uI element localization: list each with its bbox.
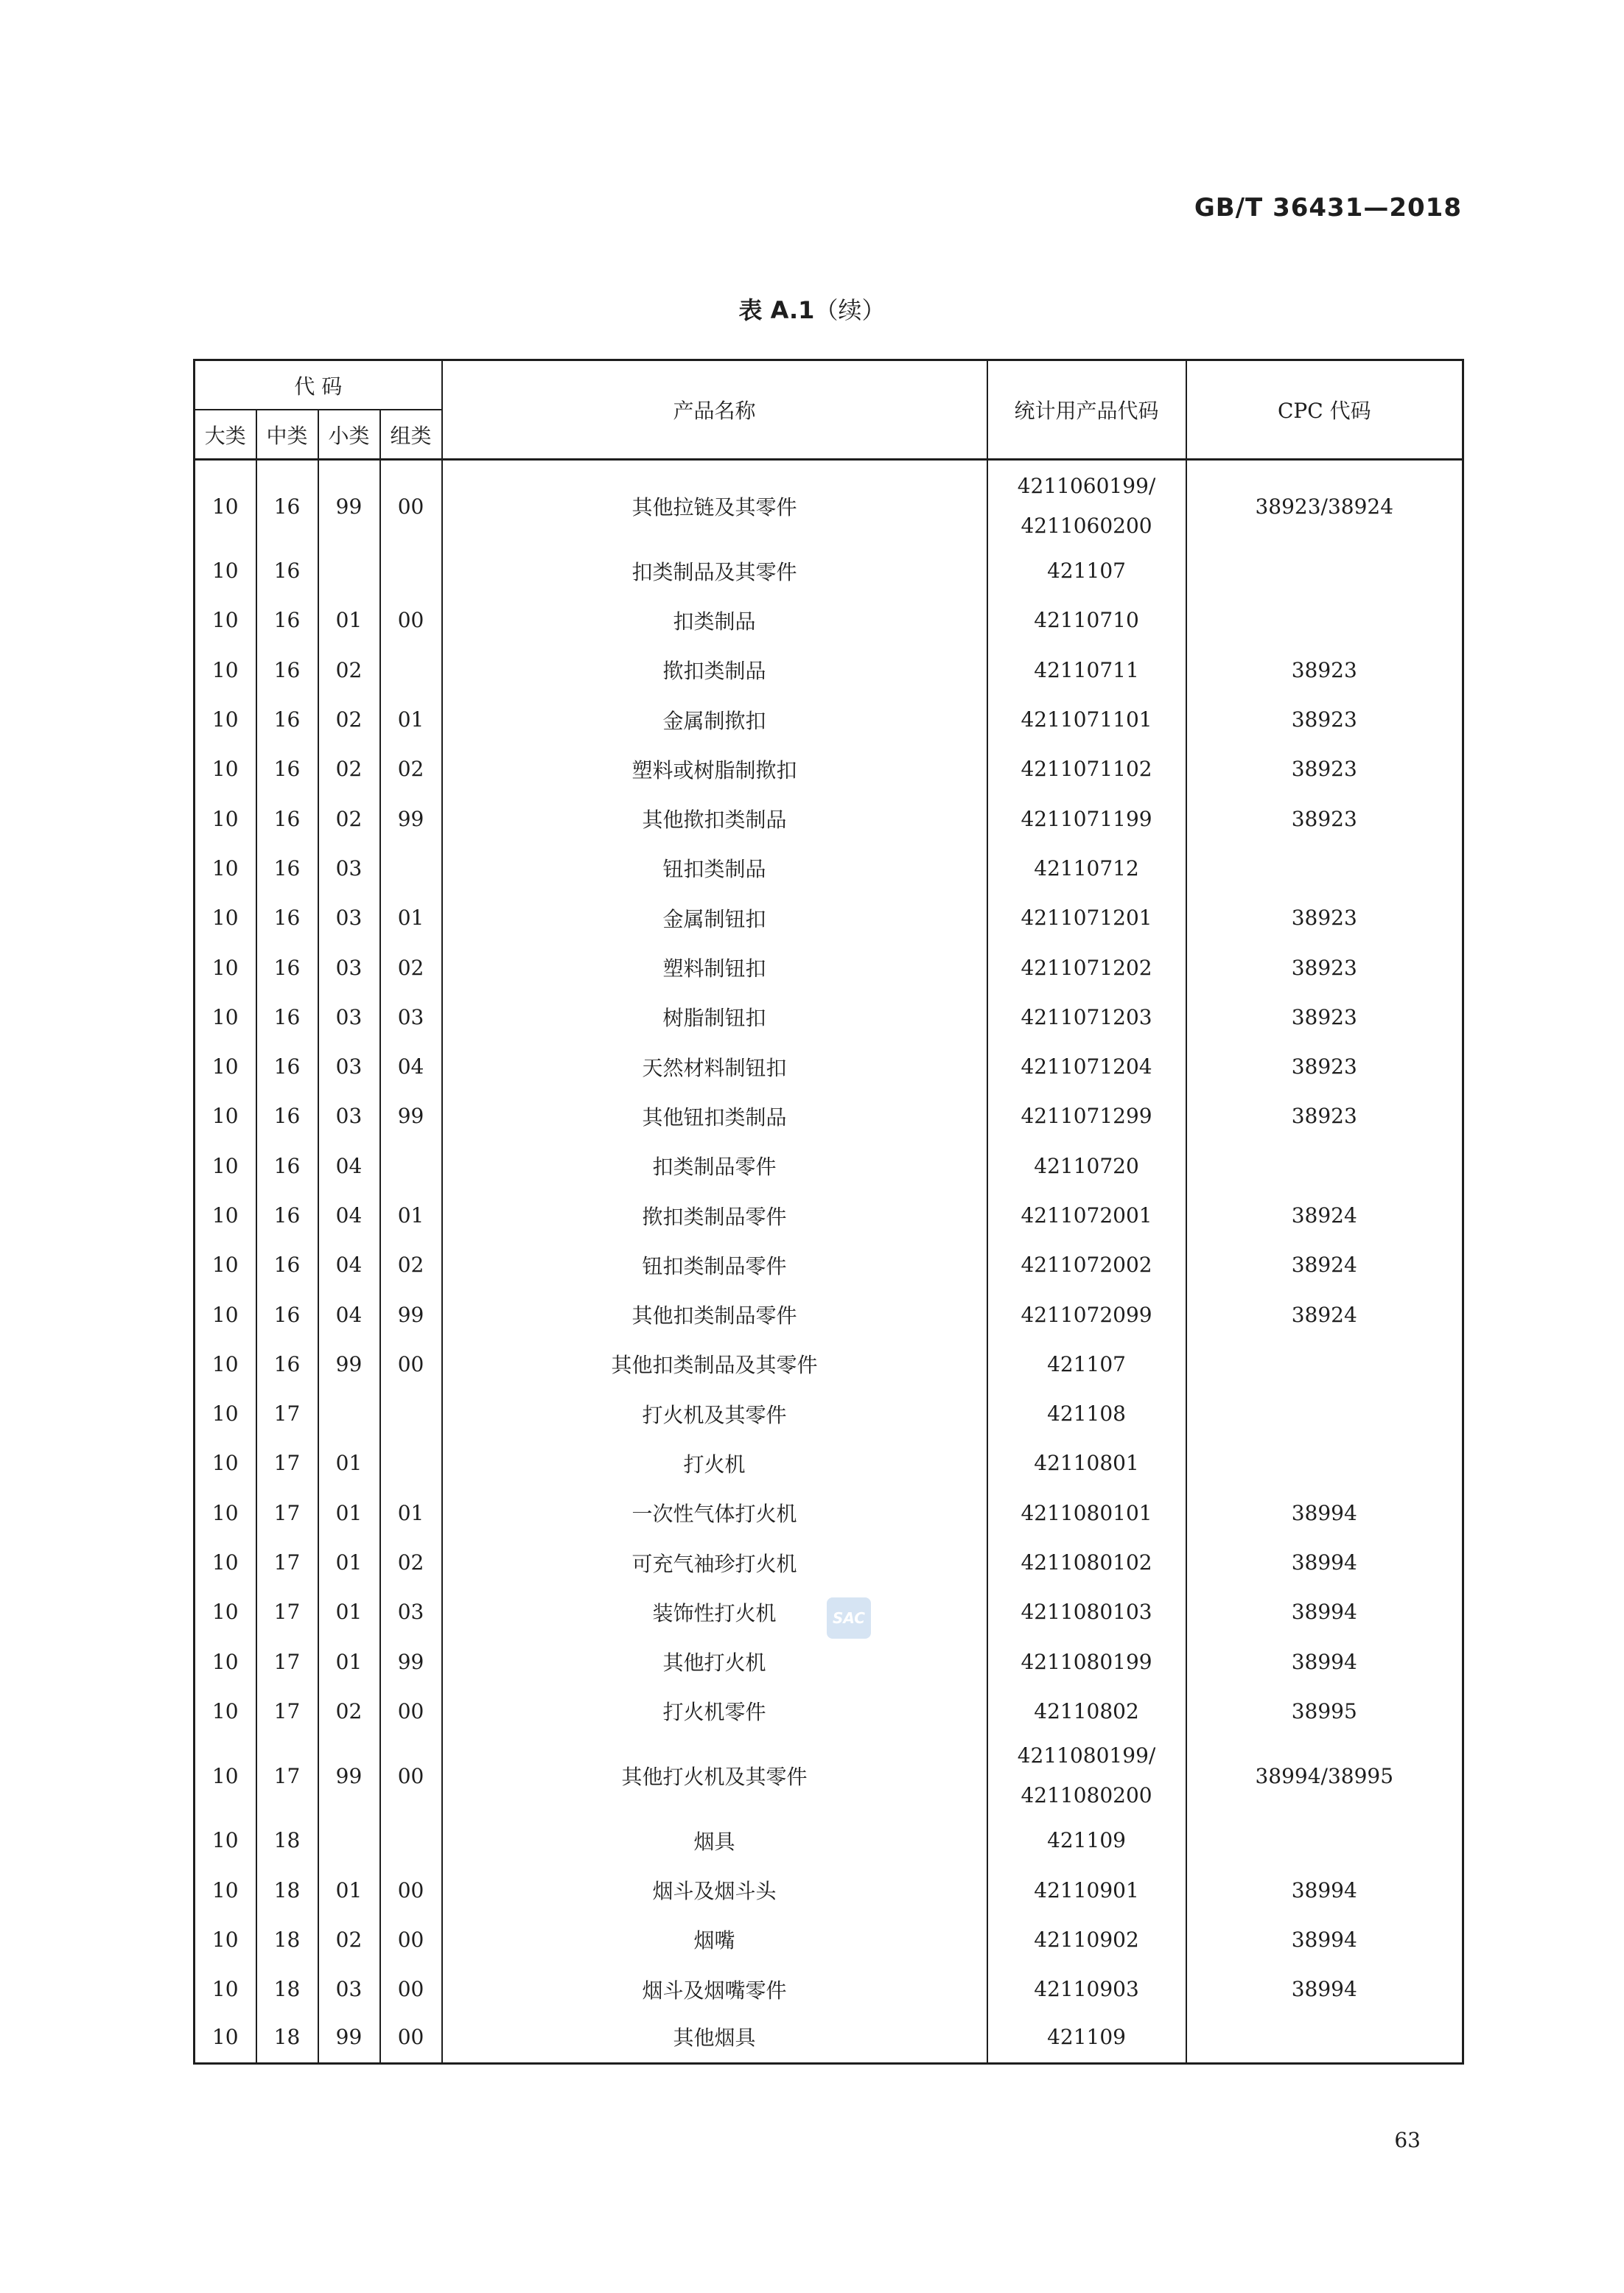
product-name-cell: 钮扣类制品零件 xyxy=(442,1240,987,1289)
cpc-code-cell: 38924 xyxy=(1186,1240,1463,1289)
table-row xyxy=(195,1488,1463,1538)
group-class-cell xyxy=(380,1141,442,1191)
table-row xyxy=(195,645,1463,695)
major-class-cell: 10 xyxy=(211,1927,239,1952)
table-row xyxy=(195,1340,1463,1389)
cpc-code-cell: 38924 xyxy=(1186,1191,1463,1240)
group-class-cell: 03 xyxy=(380,993,442,1042)
table-row xyxy=(195,1042,1463,1091)
cpc-code-cell: 38994 xyxy=(1186,1865,1463,1914)
group-class-cell: 01 xyxy=(380,1191,442,1240)
stat-code-cell: 4211080101 xyxy=(987,1488,1186,1538)
cpc-code-cell: 38995 xyxy=(1186,1687,1463,1736)
middle-class-cell: 17 xyxy=(256,1587,318,1636)
cpc-code-cell: 38923 xyxy=(1186,1042,1463,1091)
middle-class-cell: 16 xyxy=(256,794,318,843)
product-name-cell: 金属制钮扣 xyxy=(442,893,987,942)
table-row xyxy=(195,1438,1463,1488)
middle-class-cell: 16 xyxy=(256,595,318,645)
group-class-cell: 00 xyxy=(380,1964,442,2014)
major-class-cell: 10 xyxy=(211,1877,239,1902)
major-class-cell: 10 xyxy=(211,855,239,881)
cpc-code-cell xyxy=(1186,1141,1463,1191)
stat-code-cell: 4211080199 xyxy=(987,1637,1186,1687)
cpc-code-header: CPC 代码 xyxy=(1186,360,1463,460)
middle-class-cell: 16 xyxy=(256,1340,318,1389)
minor-class-cell: 02 xyxy=(318,695,380,744)
product-name-header: 产品名称 xyxy=(442,360,987,460)
stat-code-cell: 42110802 xyxy=(987,1687,1186,1736)
middle-class-cell: 17 xyxy=(256,1736,318,1816)
major-class-cell: 10 xyxy=(211,906,239,931)
product-name-cell: 可充气袖珍打火机 xyxy=(442,1538,987,1587)
cpc-code-cell xyxy=(1186,546,1463,595)
minor-class-cell: 99 xyxy=(318,1736,380,1816)
sac-watermark: SAC xyxy=(827,1597,871,1639)
major-class-cell: 10 xyxy=(211,1550,239,1575)
table-row xyxy=(195,1389,1463,1438)
group-class-cell: 00 xyxy=(380,2014,442,2063)
product-name-cell: 烟斗及烟嘴零件 xyxy=(442,1964,987,2014)
middle-class-cell: 17 xyxy=(256,1687,318,1736)
cpc-code-cell xyxy=(1186,844,1463,893)
minor-class-cell xyxy=(318,1816,380,1865)
stat-code-cell: 42110711 xyxy=(987,645,1186,695)
product-name-cell: 钮扣类制品 xyxy=(442,844,987,893)
stat-code-cell: 421109 xyxy=(987,2014,1186,2063)
minor-class-cell: 01 xyxy=(318,595,380,645)
stat-code-line: 4211080200 xyxy=(1021,1783,1152,1808)
table-row xyxy=(195,1687,1463,1736)
table-row xyxy=(195,1141,1463,1191)
stat-code-cell: 421108 xyxy=(987,1389,1186,1438)
table-row xyxy=(195,1915,1463,1964)
product-name-cell: 揿扣类制品 xyxy=(442,645,987,695)
product-name-cell: 烟具 xyxy=(442,1816,987,1865)
major-class-cell: 10 xyxy=(211,1698,239,1723)
cpc-code-cell: 38994 xyxy=(1186,1587,1463,1636)
minor-class-cell: 02 xyxy=(318,645,380,695)
stat-code-cell: 4211072099 xyxy=(987,1289,1186,1339)
major-class-cell: 10 xyxy=(211,1302,239,1327)
minor-class-cell: 01 xyxy=(318,1538,380,1587)
table-row xyxy=(195,844,1463,893)
cpc-code-cell: 38924 xyxy=(1186,1289,1463,1339)
page-number: 63 xyxy=(1394,2128,1421,2152)
group-class-cell: 01 xyxy=(380,893,442,942)
middle-class-cell: 16 xyxy=(256,893,318,942)
cpc-code-cell: 38923 xyxy=(1186,993,1463,1042)
minor-class-cell: 03 xyxy=(318,993,380,1042)
minor-class-cell xyxy=(318,1389,380,1438)
product-name-cell: 其他烟具 xyxy=(442,2014,987,2063)
minor-class-cell: 02 xyxy=(318,1687,380,1736)
table-row xyxy=(195,993,1463,1042)
table-row xyxy=(195,1091,1463,1141)
middle-class-cell: 18 xyxy=(256,1865,318,1914)
stat-code-cell: 42110801 xyxy=(987,1438,1186,1488)
major-class-cell: 10 xyxy=(211,1600,239,1625)
major-class-cell: 10 xyxy=(211,608,239,633)
group-class-cell xyxy=(380,1389,442,1438)
minor-class-cell: 04 xyxy=(318,1191,380,1240)
product-name-cell: 金属制揿扣 xyxy=(442,695,987,744)
major-class-cell: 10 xyxy=(211,1054,239,1079)
major-class-cell: 10 xyxy=(211,559,239,584)
cpc-code-cell xyxy=(1186,2014,1463,2063)
group-class-cell xyxy=(380,1438,442,1488)
stat-code-cell: 4211072001 xyxy=(987,1191,1186,1240)
product-name-cell: 其他揿扣类制品 xyxy=(442,794,987,843)
middle-class-cell: 16 xyxy=(256,695,318,744)
minor-class-cell: 99 xyxy=(318,460,380,547)
table-row xyxy=(195,460,1463,547)
minor-class-cell: 03 xyxy=(318,1091,380,1141)
group-class-cell: 01 xyxy=(380,1488,442,1538)
product-name-cell: 揿扣类制品零件 xyxy=(442,1191,987,1240)
major-class-cell: 10 xyxy=(211,1977,239,2002)
product-name-cell: 其他拉链及其零件 xyxy=(442,460,987,547)
major-class-cell: 10 xyxy=(211,1763,239,1788)
minor-class-header: 小类 xyxy=(318,410,380,460)
code-group-header: 代 码 xyxy=(195,360,442,410)
product-name-cell: 扣类制品零件 xyxy=(442,1141,987,1191)
product-name-cell: 塑料或树脂制揿扣 xyxy=(442,744,987,794)
cpc-code-cell xyxy=(1186,1340,1463,1389)
table-row xyxy=(195,1736,1463,1816)
table-row xyxy=(195,744,1463,794)
stat-code-cell: 42110712 xyxy=(987,844,1186,893)
stat-code-cell: 4211071102 xyxy=(987,744,1186,794)
group-class-cell: 00 xyxy=(380,595,442,645)
middle-class-cell: 16 xyxy=(256,1042,318,1091)
cpc-code-cell: 38923/38924 xyxy=(1186,460,1463,547)
cpc-code-cell: 38994 xyxy=(1186,1964,1463,2014)
cpc-code-cell xyxy=(1186,1816,1463,1865)
stat-code-cell: 4211080103 xyxy=(987,1587,1186,1636)
major-class-cell: 10 xyxy=(211,657,239,682)
group-class-cell xyxy=(380,844,442,893)
major-class-cell: 10 xyxy=(211,1828,239,1853)
stat-code-cell xyxy=(987,1736,1186,1816)
major-class-cell: 10 xyxy=(211,1500,239,1525)
table-row xyxy=(195,794,1463,843)
minor-class-cell xyxy=(318,546,380,595)
cpc-code-cell: 38923 xyxy=(1186,794,1463,843)
group-class-cell: 00 xyxy=(380,1687,442,1736)
minor-class-cell: 02 xyxy=(318,1915,380,1964)
cpc-code-cell: 38923 xyxy=(1186,695,1463,744)
group-class-cell: 00 xyxy=(380,1736,442,1816)
minor-class-cell: 03 xyxy=(318,1042,380,1091)
major-class-cell: 10 xyxy=(211,1401,239,1426)
minor-class-cell: 01 xyxy=(318,1587,380,1636)
product-name-cell: 一次性气体打火机 xyxy=(442,1488,987,1538)
stat-code-cell: 421107 xyxy=(987,1340,1186,1389)
middle-class-header: 中类 xyxy=(256,410,318,460)
major-class-cell: 10 xyxy=(211,1451,239,1476)
middle-class-cell: 18 xyxy=(256,1816,318,1865)
minor-class-cell: 03 xyxy=(318,1964,380,2014)
minor-class-cell: 01 xyxy=(318,1488,380,1538)
cpc-code-cell: 38994 xyxy=(1186,1637,1463,1687)
major-class-cell: 10 xyxy=(211,757,239,782)
major-class-cell: 10 xyxy=(211,1649,239,1674)
table-row xyxy=(195,1538,1463,1587)
product-name-cell: 烟嘴 xyxy=(442,1915,987,1964)
stat-code-cell: 4211071204 xyxy=(987,1042,1186,1091)
stat-code-cell: 4211071201 xyxy=(987,893,1186,942)
group-class-cell: 99 xyxy=(380,1289,442,1339)
stat-code-cell: 4211072002 xyxy=(987,1240,1186,1289)
cpc-code-cell: 38923 xyxy=(1186,744,1463,794)
classification-table xyxy=(193,359,1464,2065)
minor-class-cell: 02 xyxy=(318,794,380,843)
standard-number: GB/T 36431—2018 xyxy=(1194,193,1462,223)
major-class-cell: 10 xyxy=(211,1153,239,1178)
group-class-cell: 02 xyxy=(380,1240,442,1289)
product-name-cell: 扣类制品 xyxy=(442,595,987,645)
group-class-cell: 99 xyxy=(380,1091,442,1141)
cpc-code-cell xyxy=(1186,595,1463,645)
product-name-cell: 其他打火机及其零件 xyxy=(442,1736,987,1816)
stat-code-cell: 4211071199 xyxy=(987,794,1186,843)
group-class-cell: 99 xyxy=(380,1637,442,1687)
middle-class-cell: 17 xyxy=(256,1488,318,1538)
minor-class-cell: 99 xyxy=(318,2014,380,2063)
group-class-cell: 02 xyxy=(380,744,442,794)
stat-code-cell: 4211080102 xyxy=(987,1538,1186,1587)
group-class-cell: 02 xyxy=(380,942,442,992)
table-row xyxy=(195,1964,1463,2014)
product-name-cell: 打火机零件 xyxy=(442,1687,987,1736)
table-row xyxy=(195,1865,1463,1914)
cpc-code-cell: 38994/38995 xyxy=(1186,1736,1463,1816)
middle-class-cell: 16 xyxy=(256,942,318,992)
product-name-cell: 打火机及其零件 xyxy=(442,1389,987,1438)
minor-class-cell: 03 xyxy=(318,893,380,942)
minor-class-cell: 01 xyxy=(318,1637,380,1687)
minor-class-cell: 04 xyxy=(318,1141,380,1191)
major-class-cell: 10 xyxy=(211,2024,239,2049)
table-row xyxy=(195,1289,1463,1339)
stat-code-cell: 4211071101 xyxy=(987,695,1186,744)
group-class-cell: 04 xyxy=(380,1042,442,1091)
major-class-cell: 10 xyxy=(211,494,239,519)
product-name-cell: 装饰性打火机 xyxy=(442,1587,987,1636)
table-row xyxy=(195,1816,1463,1865)
stat-code-cell xyxy=(987,460,1186,547)
minor-class-cell: 02 xyxy=(318,744,380,794)
stat-code-cell: 4211071203 xyxy=(987,993,1186,1042)
cpc-code-cell: 38994 xyxy=(1186,1488,1463,1538)
group-class-cell: 02 xyxy=(380,1538,442,1587)
middle-class-cell: 17 xyxy=(256,1438,318,1488)
minor-class-cell: 04 xyxy=(318,1240,380,1289)
major-class-cell: 10 xyxy=(211,1351,239,1376)
cpc-code-cell: 38923 xyxy=(1186,893,1463,942)
middle-class-cell: 16 xyxy=(256,645,318,695)
product-name-cell: 其他扣类制品及其零件 xyxy=(442,1340,987,1389)
major-class-header: 大类 xyxy=(195,410,256,460)
middle-class-cell: 16 xyxy=(256,460,318,547)
table-row xyxy=(195,942,1463,992)
cpc-code-cell: 38923 xyxy=(1186,645,1463,695)
stat-code-cell: 421107 xyxy=(987,546,1186,595)
middle-class-cell: 18 xyxy=(256,2014,318,2063)
table-row xyxy=(195,1240,1463,1289)
cpc-code-cell xyxy=(1186,1438,1463,1488)
table-row xyxy=(195,893,1463,942)
product-name-cell: 烟斗及烟斗头 xyxy=(442,1865,987,1914)
stat-code-cell: 42110902 xyxy=(987,1915,1186,1964)
table-row xyxy=(195,595,1463,645)
cpc-code-cell xyxy=(1186,1389,1463,1438)
stat-code-cell: 42110901 xyxy=(987,1865,1186,1914)
stat-code-header: 统计用产品代码 xyxy=(987,360,1186,460)
middle-class-cell: 16 xyxy=(256,546,318,595)
table-row xyxy=(195,1637,1463,1687)
product-name-cell: 其他扣类制品零件 xyxy=(442,1289,987,1339)
table-title xyxy=(0,292,1624,326)
group-class-header: 组类 xyxy=(380,410,442,460)
stat-code-line: 4211060200 xyxy=(1021,514,1152,538)
stat-code-cell: 42110903 xyxy=(987,1964,1186,2014)
minor-class-cell: 03 xyxy=(318,844,380,893)
minor-class-cell: 01 xyxy=(318,1438,380,1488)
middle-class-cell: 17 xyxy=(256,1389,318,1438)
middle-class-cell: 16 xyxy=(256,993,318,1042)
middle-class-cell: 16 xyxy=(256,1191,318,1240)
major-class-cell: 10 xyxy=(211,707,239,732)
major-class-cell: 10 xyxy=(211,1203,239,1228)
product-name-cell: 塑料制钮扣 xyxy=(442,942,987,992)
middle-class-cell: 18 xyxy=(256,1964,318,2014)
major-class-cell: 10 xyxy=(211,1253,239,1278)
product-name-cell: 扣类制品及其零件 xyxy=(442,546,987,595)
minor-class-cell: 04 xyxy=(318,1289,380,1339)
group-class-cell: 00 xyxy=(380,460,442,547)
group-class-cell: 00 xyxy=(380,1340,442,1389)
group-class-cell: 00 xyxy=(380,1915,442,1964)
table-body xyxy=(195,460,1463,2064)
stat-code-cell: 4211071299 xyxy=(987,1091,1186,1141)
table-header xyxy=(195,360,1463,460)
cpc-code-cell: 38994 xyxy=(1186,1915,1463,1964)
product-name-cell: 天然材料制钮扣 xyxy=(442,1042,987,1091)
major-class-cell: 10 xyxy=(211,806,239,831)
middle-class-cell: 17 xyxy=(256,1538,318,1587)
major-class-cell: 10 xyxy=(211,1004,239,1029)
group-class-cell xyxy=(380,645,442,695)
middle-class-cell: 16 xyxy=(256,1141,318,1191)
table-row xyxy=(195,695,1463,744)
minor-class-cell: 03 xyxy=(318,942,380,992)
group-class-cell xyxy=(380,546,442,595)
major-class-cell: 10 xyxy=(211,955,239,980)
stat-code-cell: 4211071202 xyxy=(987,942,1186,992)
product-name-cell: 树脂制钮扣 xyxy=(442,993,987,1042)
cpc-code-cell: 38923 xyxy=(1186,942,1463,992)
stat-code-line: 4211080199/ xyxy=(1017,1743,1156,1768)
group-class-cell xyxy=(380,1816,442,1865)
minor-class-cell: 01 xyxy=(318,1865,380,1914)
group-class-cell: 03 xyxy=(380,1587,442,1636)
group-class-cell: 01 xyxy=(380,695,442,744)
table-title-main: 表 A.1 xyxy=(738,296,815,324)
product-name-cell: 其他钮扣类制品 xyxy=(442,1091,987,1141)
table-row xyxy=(195,1191,1463,1240)
stat-code-cell: 42110720 xyxy=(987,1141,1186,1191)
middle-class-cell: 16 xyxy=(256,1091,318,1141)
product-name-cell: 其他打火机 xyxy=(442,1637,987,1687)
group-class-cell: 00 xyxy=(380,1865,442,1914)
middle-class-cell: 18 xyxy=(256,1915,318,1964)
stat-code-line: 4211060199/ xyxy=(1017,474,1156,498)
major-class-cell: 10 xyxy=(211,1104,239,1129)
product-name-cell: 打火机 xyxy=(442,1438,987,1488)
middle-class-cell: 16 xyxy=(256,1240,318,1289)
group-class-cell: 99 xyxy=(380,794,442,843)
minor-class-cell: 99 xyxy=(318,1340,380,1389)
stat-code-cell: 42110710 xyxy=(987,595,1186,645)
cpc-code-cell: 38994 xyxy=(1186,1538,1463,1587)
middle-class-cell: 16 xyxy=(256,744,318,794)
middle-class-cell: 17 xyxy=(256,1637,318,1687)
table-title-suffix: （续） xyxy=(814,296,886,324)
middle-class-cell: 16 xyxy=(256,1289,318,1339)
stat-code-cell: 421109 xyxy=(987,1816,1186,1865)
table-row xyxy=(195,546,1463,595)
middle-class-cell: 16 xyxy=(256,844,318,893)
cpc-code-cell: 38923 xyxy=(1186,1091,1463,1141)
table-row xyxy=(195,2014,1463,2063)
